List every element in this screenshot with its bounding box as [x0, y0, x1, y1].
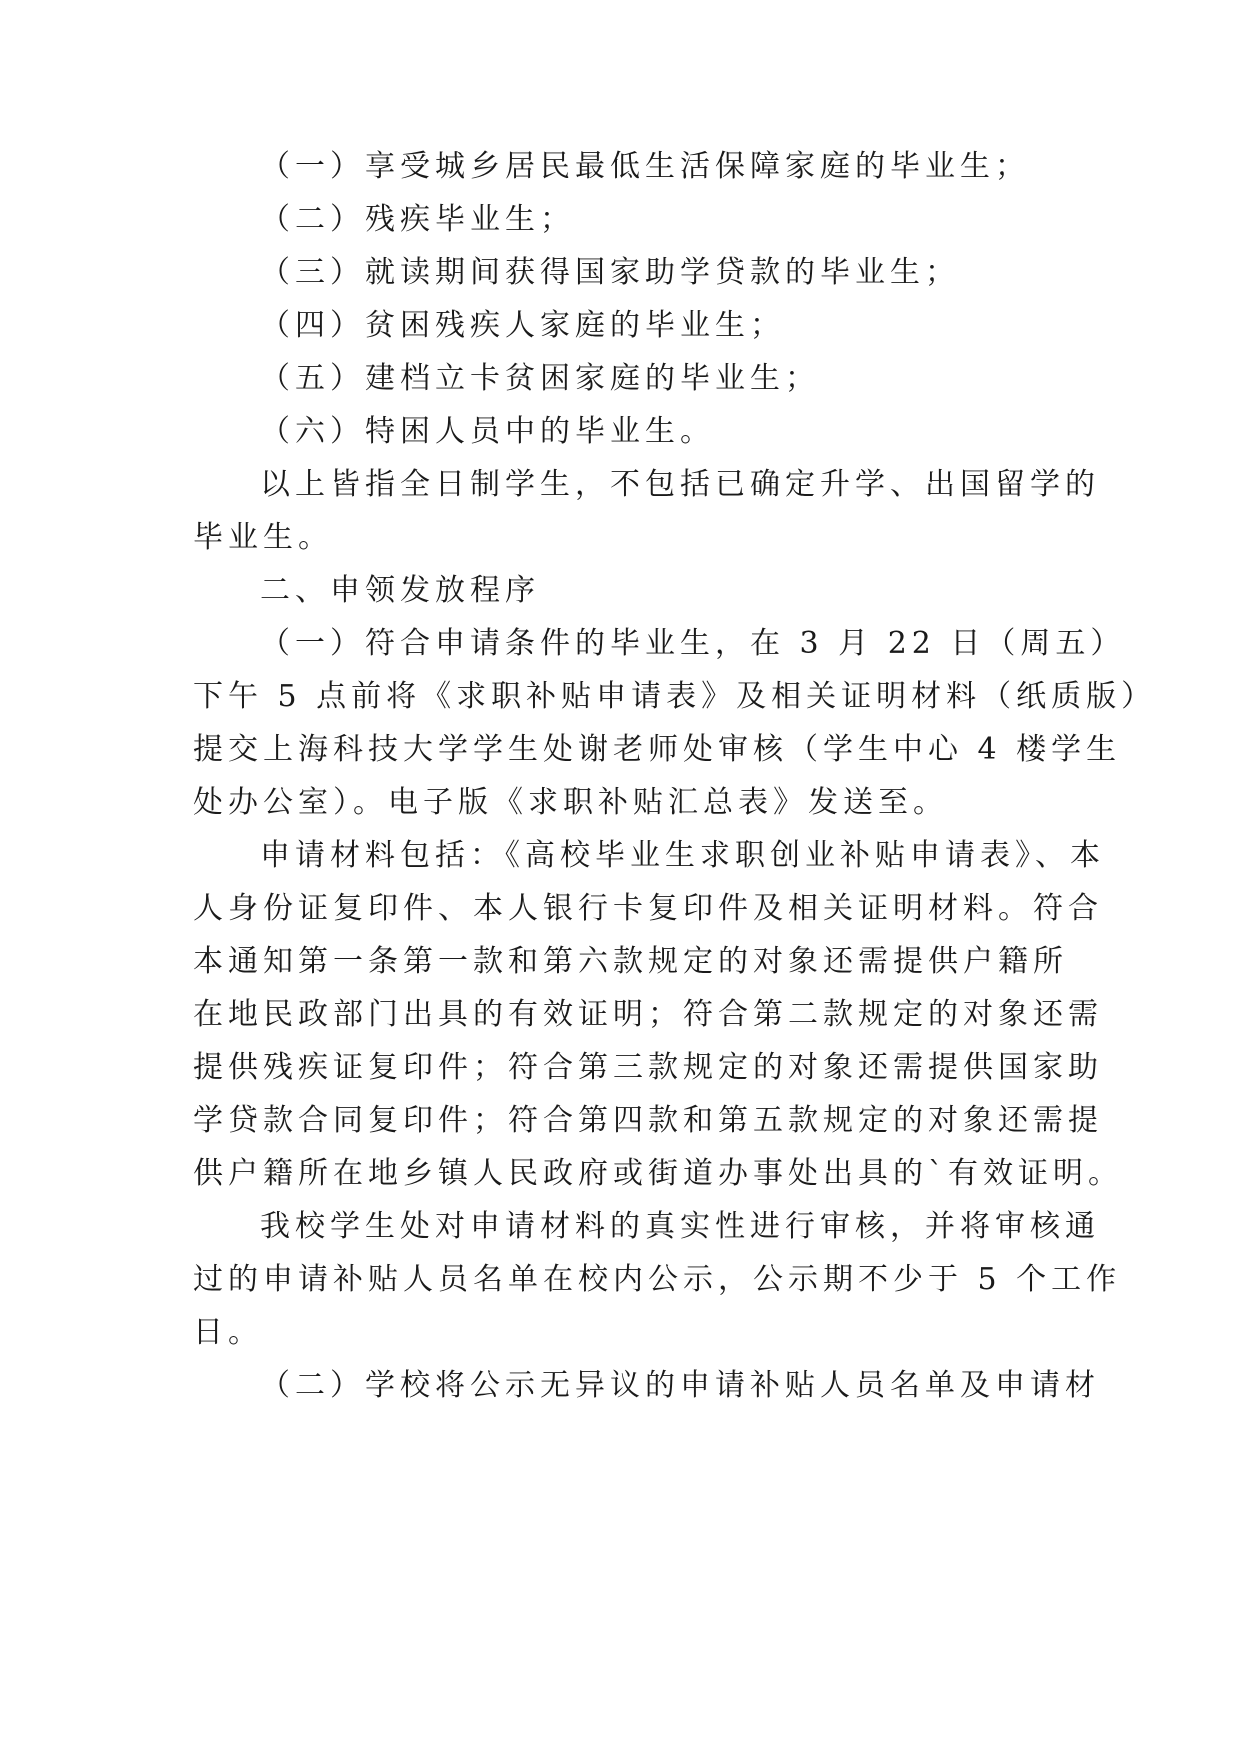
- list-item-1: （一）享受城乡居民最低生活保障家庭的毕业生；: [260, 149, 1030, 184]
- paragraph-line: 供户籍所在地乡镇人民政府或街道办事处出具的`有效证明。: [193, 1156, 1123, 1191]
- paragraph-line: 人身份证复印件、本人银行卡复印件及相关证明材料。符合: [193, 891, 1103, 926]
- list-item-2: （二）残疾毕业生；: [260, 202, 575, 237]
- paragraph-line: 日。: [193, 1315, 263, 1350]
- paragraph-line: 在地民政部门出具的有效证明；符合第二款规定的对象还需: [193, 997, 1103, 1032]
- paragraph-line: （一）符合申请条件的毕业生，在 3 月 22 日（周五）: [260, 626, 1126, 661]
- list-item-6: （六）特困人员中的毕业生。: [260, 414, 715, 449]
- paragraph-line: 提供残疾证复印件；符合第三款规定的对象还需提供国家助: [193, 1050, 1103, 1085]
- paragraph-line: 处办公室）。电子版《求职补贴汇总表》发送至。: [193, 785, 948, 820]
- section-heading: 二、申领发放程序: [260, 573, 540, 608]
- paragraph-line: （二）学校将公示无异议的申请补贴人员名单及申请材: [260, 1368, 1100, 1403]
- paragraph-line: 学贷款合同复印件；符合第四款和第五款规定的对象还需提: [193, 1103, 1103, 1138]
- paragraph-line: 过的申请补贴人员名单在校内公示，公示期不少于 5 个工作: [193, 1262, 1122, 1297]
- paragraph-line: 下午 5 点前将《求职补贴申请表》及相关证明材料（纸质版）: [193, 679, 1157, 714]
- paragraph-line: 以上皆指全日制学生，不包括已确定升学、出国留学的: [260, 467, 1100, 502]
- paragraph-line: 毕业生。: [193, 520, 333, 555]
- paragraph-line: 提交上海科技大学学生处谢老师处审核（学生中心 4 楼学生: [193, 732, 1122, 767]
- list-item-4: （四）贫困残疾人家庭的毕业生；: [260, 308, 785, 343]
- list-item-3: （三）就读期间获得国家助学贷款的毕业生；: [260, 255, 960, 290]
- paragraph-line: 申请材料包括：《高校毕业生求职创业补贴申请表》、本: [260, 838, 1105, 873]
- paragraph-line: 我校学生处对申请材料的真实性进行审核，并将审核通: [260, 1209, 1100, 1244]
- paragraph-line: 本通知第一条第一款和第六款规定的对象还需提供户籍所: [193, 944, 1068, 979]
- list-item-5: （五）建档立卡贫困家庭的毕业生；: [260, 361, 820, 396]
